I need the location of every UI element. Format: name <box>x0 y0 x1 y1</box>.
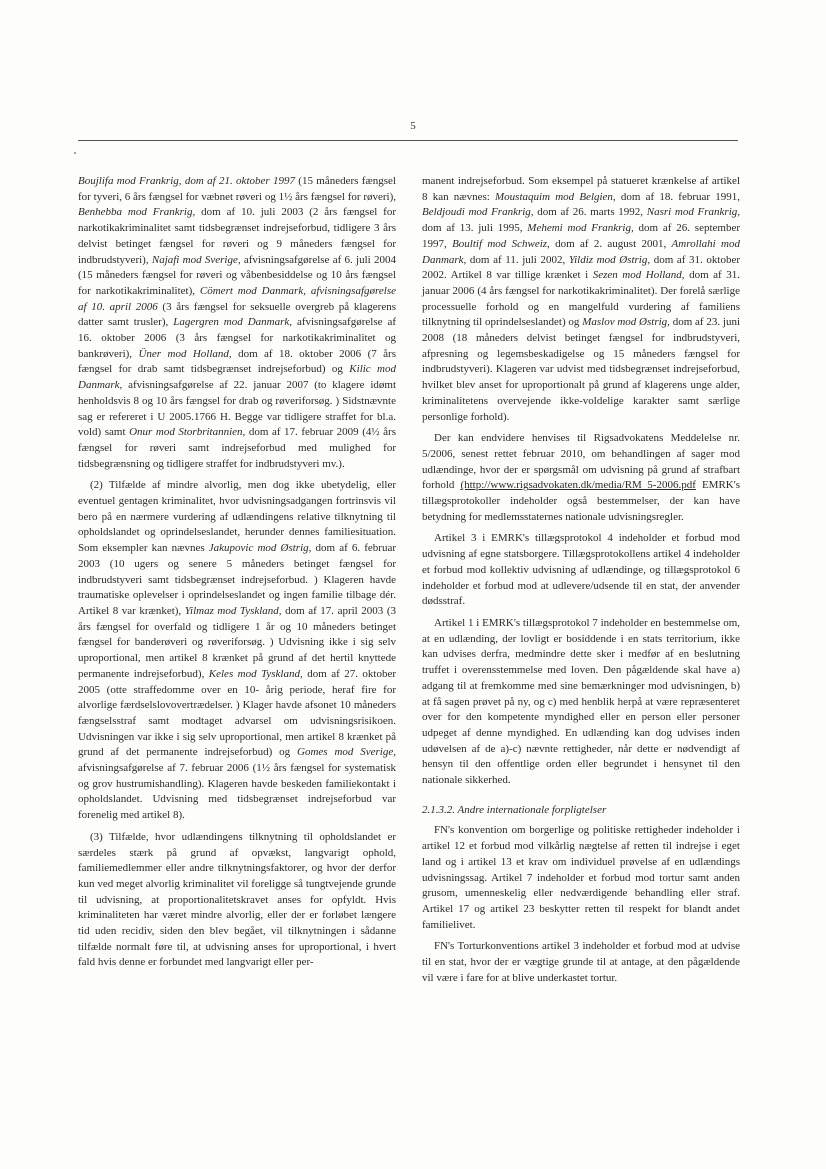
text-run: afvisningsafgørelse af 16. oktober 2006 (3 års fængsel for narkotikakriminalitet og bankrøveri), <box>78 316 396 360</box>
text-run: Artikel 3 i EMRK's tillægsprotokol 4 indeholder et forbud mod udvisning af egne statsborgere. Tillægsprotokollens artikel 4 indeholder et forbud mod kollektiv udvisning af udlændinge, og tillægsprotokol 6 indeholder et forbud mod at udlevere/udsende til en stat, der anvender dødsstraf. <box>422 532 740 608</box>
text-run: dom af 10. juli 2003 (2 års fængsel for narkotikakriminalitet samt tidsbegrænset indrejseforbud, tidligere 3 års delvist betinget fængsel for røveri og 9 måneders fængsel for indbrudstyveri), <box>78 206 396 266</box>
case-citation: Gomes mod Sverige, <box>297 746 396 759</box>
text-run: EMRK's tillægsprotokoller indeholder også bestemmelser, der kan have betydning for medlemsstaternes nationale udvisningsregler. <box>422 479 740 523</box>
page-number: 5 <box>410 120 416 132</box>
text-run: afvisningsafgørelse af 7. februar 2006 (1½ års fængsel for systematisk og grov hustrumishandling). Klageren havde beskeden familiekontakt i opholdslandet. Udvisning med tidsbegrænset indrejseforbud var forenelig med artikel 8). <box>78 762 396 822</box>
case-citation: Keles mod Tyskland, <box>208 667 303 680</box>
right-paragraph-1 <box>422 174 740 425</box>
case-citation: Yilmaz mod Tyskland, <box>184 604 282 617</box>
text-run: FN's Torturkonventions artikel 3 indeholder et forbud mod at udvise til en stat, hvor der er vægtige grunde til at antage, at den pågældende vil være i fare for at blive underkastet tortur. <box>422 940 740 984</box>
right-paragraph-6 <box>422 939 740 986</box>
case-citation: Cömert mod Danmark, afvisningsafgørelse af 10. april 2006 <box>78 284 396 313</box>
text-run: dom af 31. oktober 2002. Artikel 8 var tillige krænket i <box>422 253 740 282</box>
text-run: (2) Tilfælde af mindre alvorlig, men dog ikke ubetydelig, eller eventuel gentagen kriminalitet, hvor udvisningsadgangen fortrinsvis vil bero på en nærmere vurdering af udlændingens relative tilknytning til opholdslandet og oprindelseslandet, herunder dennes familiesituation. Som eksempler kan nævnes <box>78 479 396 555</box>
text-run: dom af 18. februar 1991, <box>615 190 740 203</box>
case-citation: Sezen mod Holland, <box>592 269 685 282</box>
text-run: (3) Tilfælde, hvor udlændingens tilknytning til opholdslandet er særdeles stærk på grund af opvækst, langvarigt ophold, familiemedlemmer eller andre tilknytningsfaktorer, og hvor der derfor kun ved meget alvorlig kriminalitet vil foreligge så tungtvejende grunde til udvisning, at proportionalitetskravet anses for opfyldt. Hvis kriminaliteten har været mindre alvorlig, eller der er forløbet længere tid uden recidiv, siden den blev begået, vil tilknytningen i sådanne tilfælde normalt føre til, at udvisning anses for uproportional, i hvert fald hvis denne er forbundet med langvarigt eller per- <box>78 830 396 969</box>
case-citation: Boujlifa mod Frankrig, dom af 21. oktober 1997 <box>78 175 295 187</box>
left-paragraph-3 <box>78 830 396 971</box>
case-citation: Beldjoudi mod Frankrig, <box>422 206 534 219</box>
section-heading: 2.1.3.2. Andre internationale forpligtelser <box>422 803 607 816</box>
left-column <box>78 174 396 977</box>
text-run: dom af 17. april 2003 (3 års fængsel for overfald og tidligere 1 år og 10 måneders betinget fængsel for banderøveri og røveriforsøg. ) Udvisning ikke i sig selv uproportional, men artikel 8 krænket på grund af det hertil knyttede permanente indrejseforbud), <box>78 604 396 680</box>
case-citation: Onur mod Storbritannien, <box>129 426 246 439</box>
case-citation: Üner mod Holland, <box>138 347 232 360</box>
text-run: (3 års fængsel for seksuelle overgreb på klagerens datter samt trusler), <box>78 300 396 329</box>
text-run: afvisningsafgørelse af 6. juli 2004 (15 måneders fængsel for røveri og våbenbesiddelse og 10 års fængsel for narkotikakriminalitet), <box>78 253 396 297</box>
case-citation: Najafi mod Sverige, <box>151 253 241 266</box>
text-run: Der kan endvidere henvises til Rigsadvokatens Meddelelse nr. 5/2006, senest rettet februar 2010, om behandlingen af sager mod udlændinge, hvor der er spørgsmål om udvisning på grund af strafbart forhold <box>422 432 740 492</box>
text-run: dom af 23. juni 2008 (18 måneders delvist betinget fængsel for indbrudstyveri, afpresning og legemsbeskadigelse og 15 måneders fængsel for indbrudstyveri). Klageren var udvist med tidsbegrænset indrejseforbud, hvilket blev anset for uproportionalt på grund af klagerens unge alder, kriminalitetens overvejende ikke-voldelige karakter samt særlige personlige forhold). <box>422 316 740 423</box>
text-run: FN's konvention om borgerlige og politiske rettigheder indeholder i artikel 12 et forbud mod vilkårlig nægtelse af retten til indrejse i eget land og i artikel 13 et krav om individuel prøvelse af en udlændings udvisningssag. Artikel 7 indeholder et forbud mod tortur samt anden grusom, umenneskelig eller nedværdigende behandling eller straf. Artikel 17 og artikel 23 beskytter retten til respekt for blandt andet familielivet. <box>422 824 740 931</box>
left-paragraph-1 <box>78 174 396 472</box>
case-citation: Amrollahi mod Danmark, <box>422 237 740 266</box>
text-run: afvisningsafgørelse af 22. januar 2007 (to klagere idømt henholdsvis 8 og 10 års fængsel for drab og røveriforsøg. ) Sidstnævnte sag er refereret i U 2005.1766 H. Begge var tidligere straffet for bl.a. vold) samt <box>78 379 396 439</box>
text-run: dom af 26. september 1997, <box>422 222 740 250</box>
header-rule <box>78 140 738 141</box>
text-run: dom af 6. februar 2003 (10 ugers og senere 5 måneders betinget fængsel for indbrudstyveri samt tidsbegrænset indrejseforbud. ) Klageren havde traumatiske oplevelser i oprindelseslandet og ingen familie tilbage dér. Artikel 8 var krænket), <box>78 542 396 617</box>
text-run: dom af 18. oktober 2006 (7 års fængsel for drab samt tidsbegrænset indrejseforbud) og <box>78 347 397 376</box>
text-run: dom af 11. juli 2002, <box>466 253 569 266</box>
right-paragraph-2 <box>422 431 740 525</box>
case-citation: Lagergren mod Danmark, <box>173 316 292 329</box>
text-run: (15 måneders fængsel for tyveri, 6 års fængsel for væbnet røveri og 1½ års fængsel for røveri), <box>78 175 396 203</box>
case-citation: Mehemi mod Frankrig, <box>527 222 634 235</box>
text-run: manent indrejseforbud. Som eksempel på statueret krænkelse af artikel 8 kan nævnes: <box>422 175 740 203</box>
case-citation: Moustaquim mod Belgien, <box>495 190 616 203</box>
url-link[interactable]: (http://www.rigsadvokaten.dk/media/RM_5-2006.pdf <box>460 479 696 492</box>
right-paragraph-3 <box>422 531 740 610</box>
case-citation: Yildiz mod Østrig, <box>568 253 651 266</box>
left-paragraph-2 <box>78 478 396 823</box>
text-run: dom af 31. januar 2006 (4 års fængsel for narkotikakriminalitet). Der forelå særlige processuelle forhold og en mangelfuld vurdering af familiens tilknytning til oprindelseslandet) og <box>422 269 740 329</box>
case-citation: Boultif mod Schweiz, <box>452 237 550 250</box>
right-paragraph-4 <box>422 616 740 789</box>
text-run: dom af 27. oktober 2005 (otte straffedomme over en 10- årig periode, heraf fire for alvorlige færdselslovovertrædelser. ) Klager havde afsonet 10 måneders fængselsstraf samt modtaget advarsel om udvisningsrisikoen. Udvisningen var ikke i sig selv uproportional, men artikel 8 krænket på grund af det permanente indrejseforbud) og <box>78 667 396 759</box>
text-run: dom af 17. februar 2009 (4½ års fængsel for røveri samt indrejseforbud med mulighed for tidsbegrænsning og tidligere straffet for indbrudstyveri mv.). <box>78 426 396 470</box>
scan-speck <box>74 152 76 154</box>
case-citation: Jakupovic mod Østrig, <box>208 542 312 555</box>
text-run: Artikel 1 i EMRK's tillægsprotokol 7 indeholder en bestemmelse om, at en udlænding, der lovligt er bosiddende i en stats territorium, ikke kan udvises derfra, medmindre dette sker i medfør af en beslutning truffet i overensstemmelse med loven. Den pågældende skal have a) adgang til at fremkomme med sine bemærkninger mod udvisningen, b) at få sagen prøvet på ny, og c) med henblik herpå at være repræsenteret over for den kompetente myndighed eller en person eller personer udpeget af denne myndighed. En udlænding kan dog udvises inden udøvelsen af de a)-c) nævnte rettigheder, når dette er nødvendigt af hensyn til den offentlige orden eller begrundet i hensynet til den nationale sikkerhed. <box>422 616 740 787</box>
case-citation: Benhebba mod Frankrig, <box>78 206 196 219</box>
text-run: dom af 13. juli 1995, <box>422 222 528 235</box>
text-run: dom af 26. marts 1992, <box>533 206 647 219</box>
right-column <box>422 174 740 992</box>
case-citation: Kilic mod Danmark, <box>78 363 397 392</box>
case-citation: Nasri mod Frankrig, <box>646 206 740 219</box>
text-run: dom af 2. august 2001, <box>549 237 672 250</box>
case-citation: Maslov mod Østrig, <box>582 316 670 329</box>
right-paragraph-5 <box>422 823 740 933</box>
